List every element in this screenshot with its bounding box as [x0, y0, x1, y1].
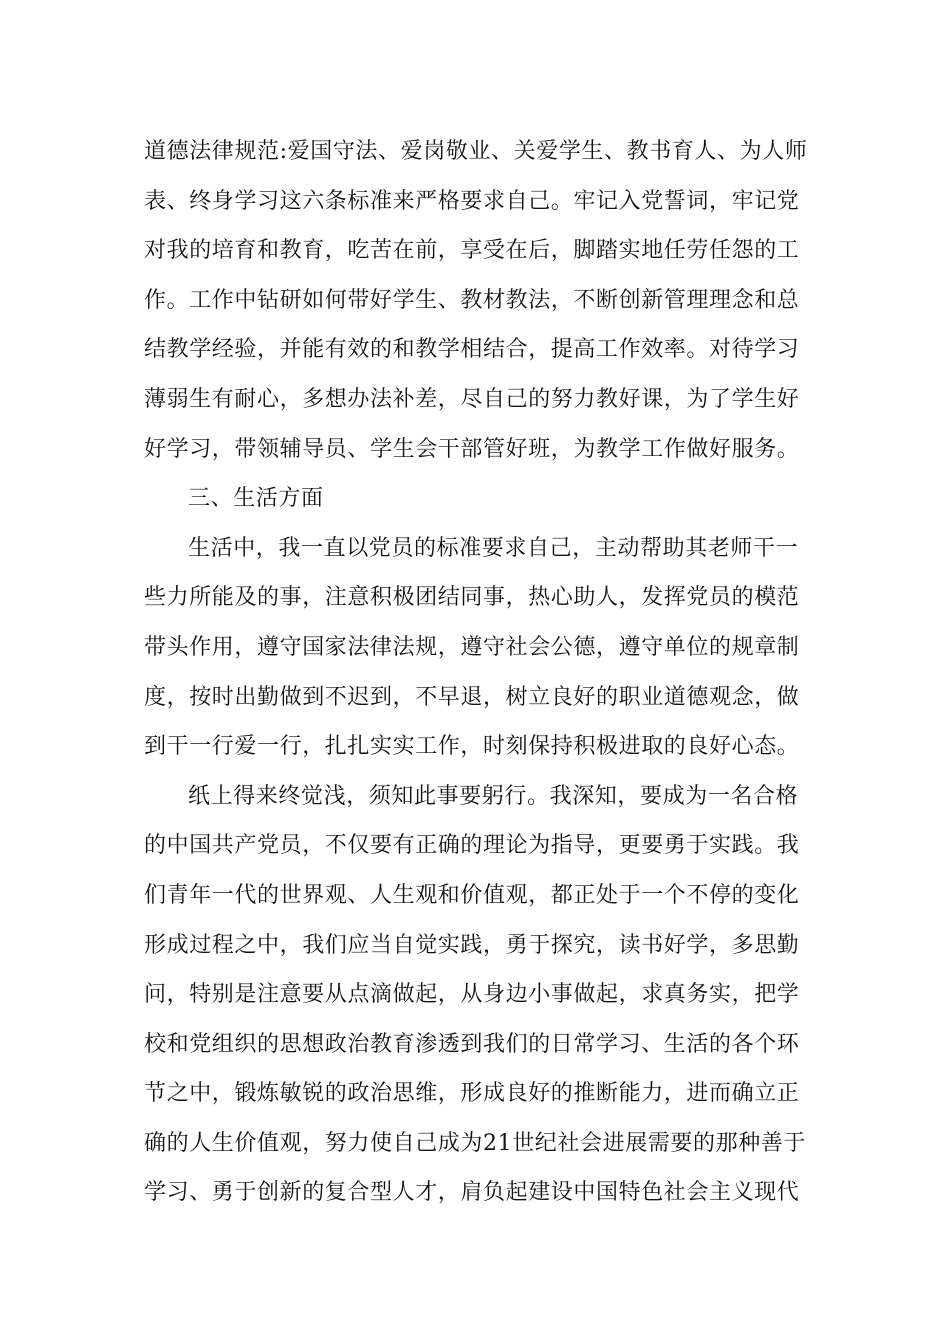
text-line: 学习、勇于创新的复合型人才，肩负起建设中国特色社会主义现代	[144, 1180, 800, 1206]
text-line: 对我的培育和教育，吃苦在前，享受在后，脚踏实地任劳任怨的工	[144, 238, 800, 264]
text-line: 们青年一代的世界观、人生观和价值观，都正处于一个不停的变化	[144, 882, 800, 908]
text-line: 带头作用，遵守国家法律法规，遵守社会公德，遵守单位的规章制	[144, 634, 800, 660]
text-line: 生活中，我一直以党员的标准要求自己，主动帮助其老师干一	[188, 535, 799, 561]
text-line: 问，特别是注意要从点滴做起，从身边小事做起，求真务实，把学	[144, 982, 800, 1008]
text-line: 校和党组织的思想政治教育渗透到我们的日常学习、生活的各个环	[144, 1031, 800, 1057]
text-line: 形成过程之中，我们应当自觉实践，勇于探究，读书好学，多思勤	[144, 932, 800, 958]
text-line: 的中国共产党员，不仅要有正确的理论为指导，更要勇于实践。我	[144, 833, 800, 859]
text-line: 节之中，锻炼敏锐的政治思维，形成良好的推断能力，进而确立正	[144, 1081, 800, 1107]
text-line: 度，按时出勤做到不迟到，不早退，树立良好的职业道德观念，做	[144, 684, 800, 710]
text-line: 表、终身学习这六条标准来严格要求自己。牢记入党誓词，牢记党	[144, 188, 800, 214]
text-line: 些力所能及的事，注意积极团结同事，热心助人，发挥党员的模范	[144, 585, 800, 611]
text-line: 结教学经验，并能有效的和教学相结合，提高工作效率。对待学习	[144, 337, 800, 363]
text-line: 到干一行爱一行，扎扎实实工作，时刻保持积极进取的良好心态。	[144, 734, 800, 760]
text-line: 作。工作中钻研如何带好学生、教材教法，不断创新管理理念和总	[144, 287, 800, 313]
section-heading: 三、生活方面	[188, 486, 324, 512]
text-line: 薄弱生有耐心，多想办法补差，尽自己的努力教好课，为了学生好	[144, 386, 800, 412]
text-line: 道德法律规范:爱国守法、爱岗敬业、关爱学生、教书育人、为人师	[144, 139, 808, 164]
text-line: 确的人生价值观，努力使自己成为21世纪社会进展需要的那种善于	[144, 1130, 806, 1156]
text-line: 纸上得来终觉浅，须知此事要躬行。我深知，要成为一名合格	[188, 783, 799, 809]
body-text	[144, 127, 810, 1218]
text-line: 好学习，带领辅导员、学生会干部管好班，为教学工作做好服务。	[144, 436, 800, 462]
